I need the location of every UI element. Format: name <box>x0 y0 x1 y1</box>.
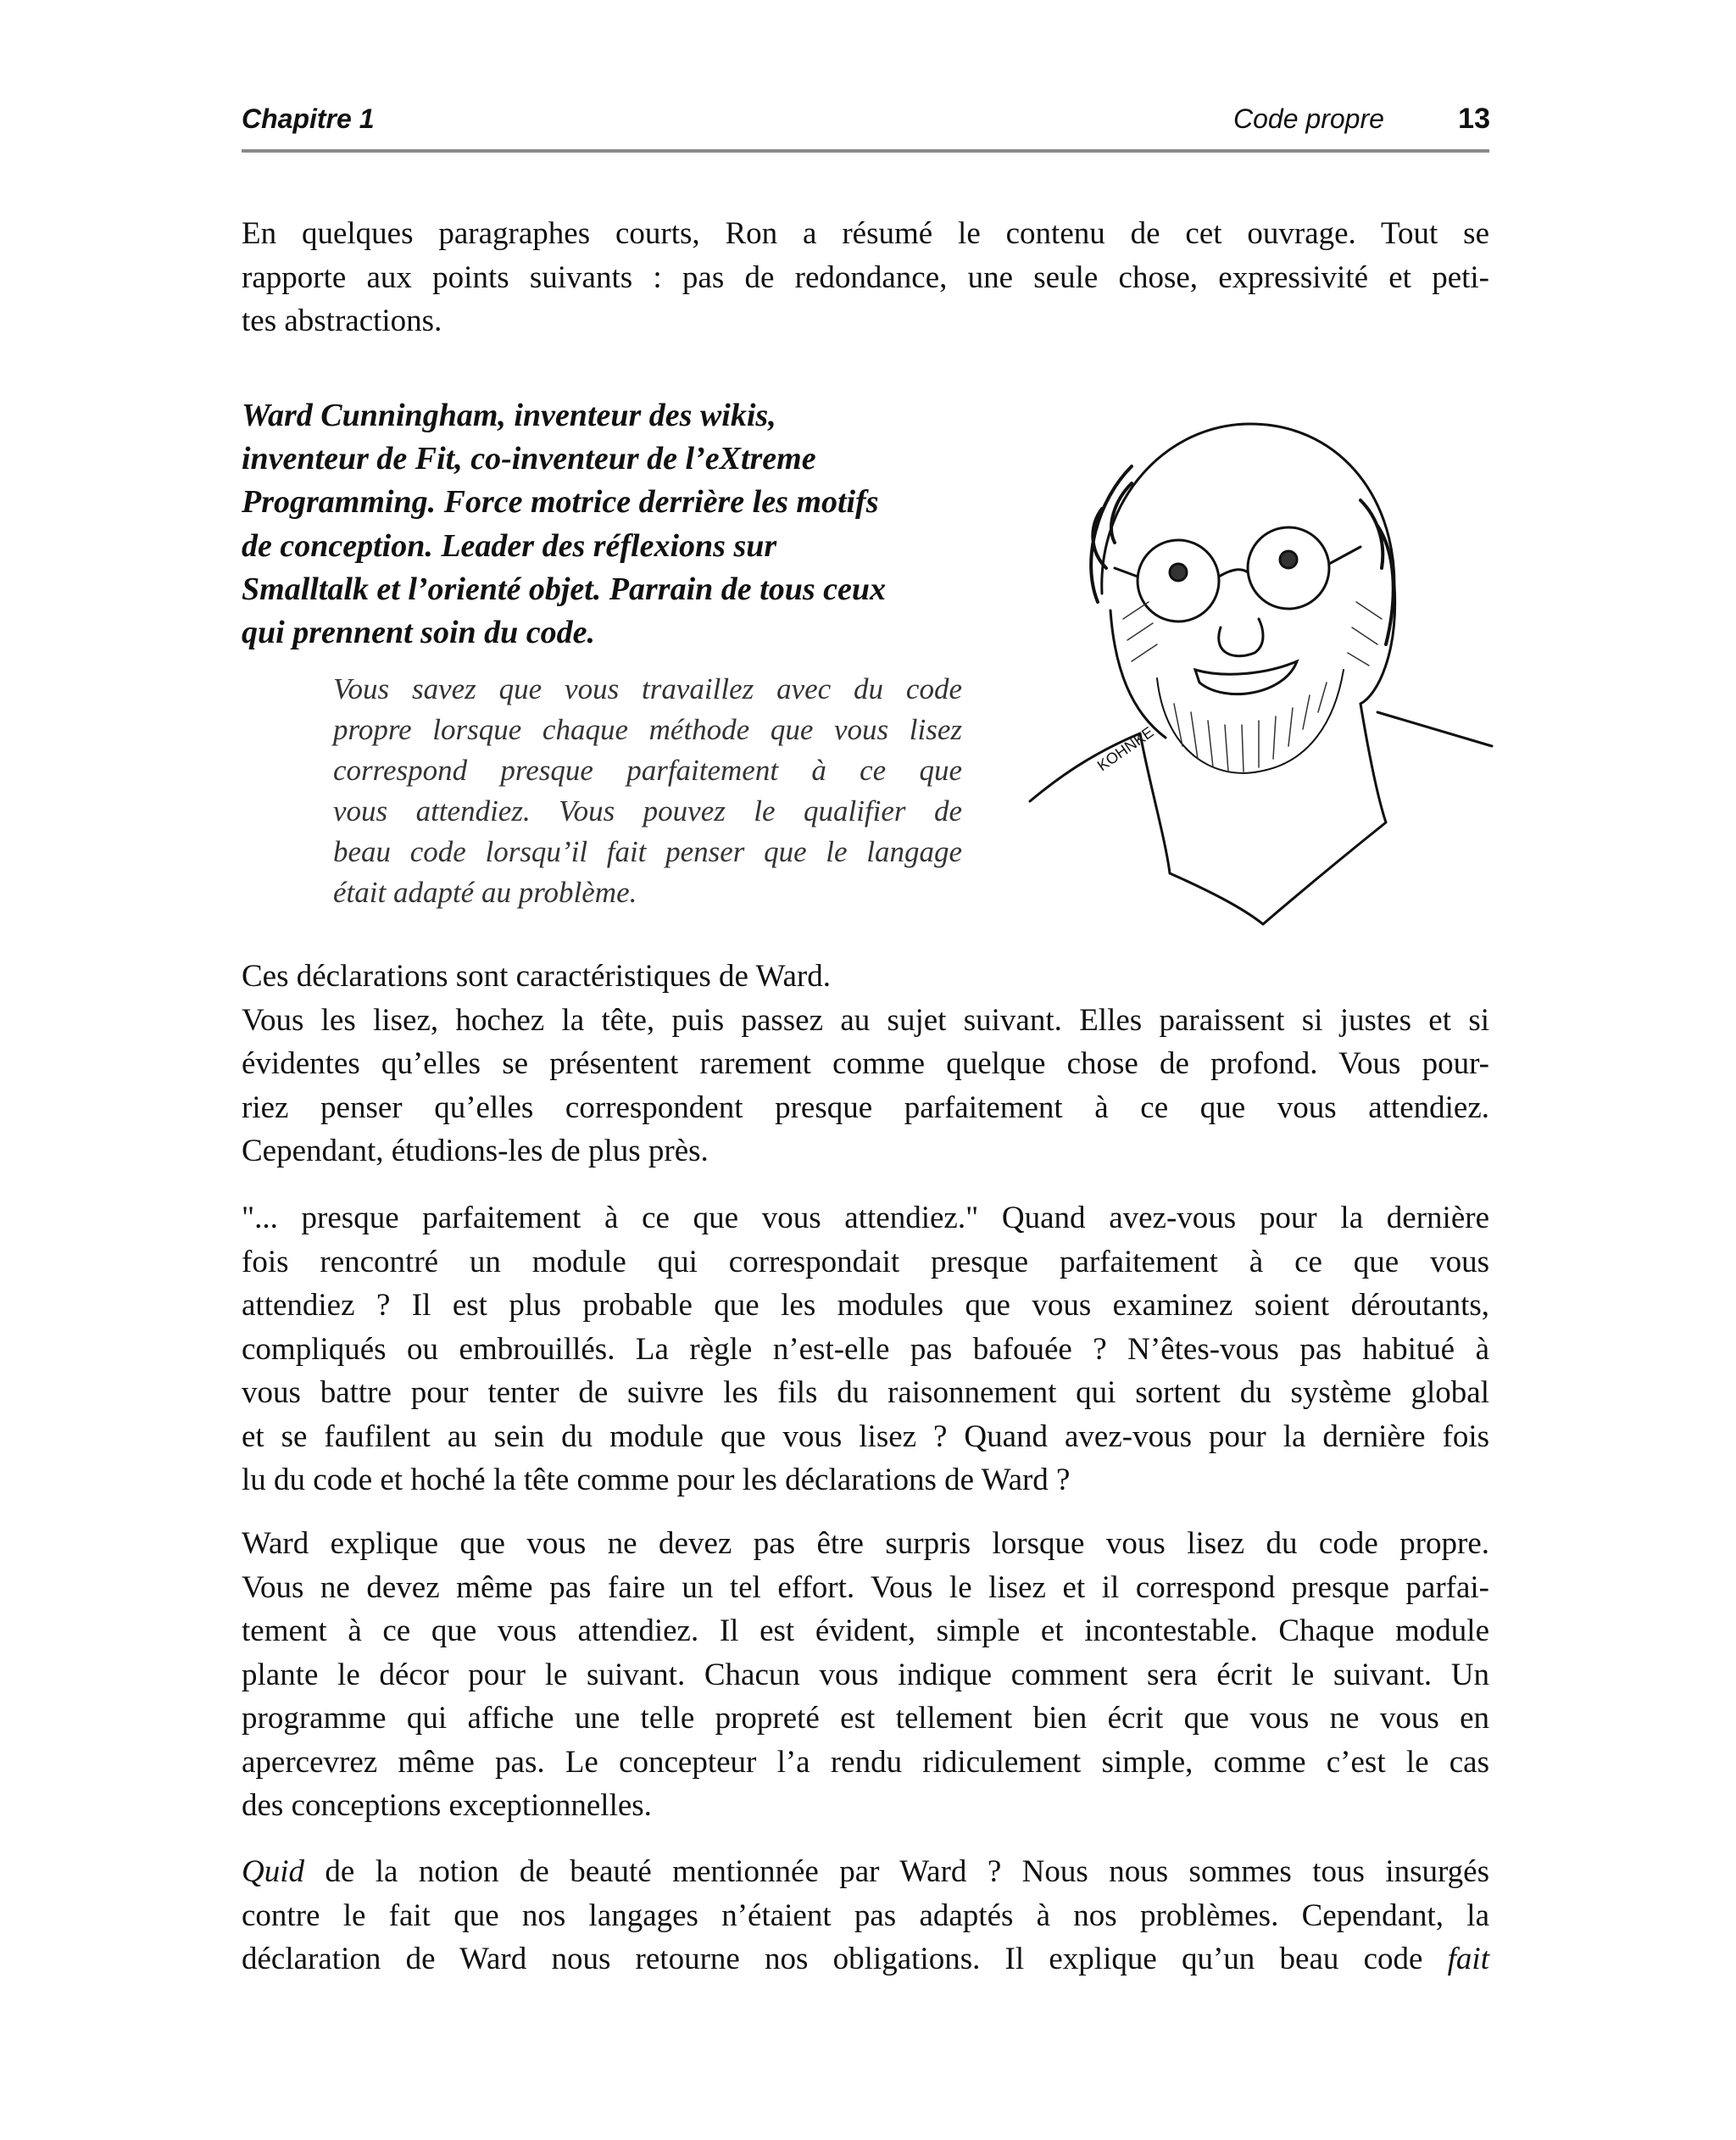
text-line: Vous les lisez, hochez la tête, puis passez au sujet suivant. Elles paraissent si justes et si <box>242 1002 1489 1038</box>
text-line: "... presque parfaitement à ce que vous attendiez." Quand avez-vous pour la dernière <box>242 1201 1489 1235</box>
text-line: Ces déclarations sont caractéristiques de Ward. <box>242 959 831 994</box>
text-line: de conception. Leader des réflexions sur <box>242 527 777 564</box>
text-line: vous battre pour tenter de suivre les fils du raisonnement qui sortent du système global <box>242 1375 1489 1410</box>
text-line: des conceptions exceptionnelles. <box>242 1788 652 1823</box>
running-header-section: Code propre <box>1233 103 1384 134</box>
illustration-signature: KOHNKE <box>1093 723 1157 775</box>
beard <box>1157 670 1344 773</box>
bio-heading <box>242 394 954 655</box>
hair-right <box>1360 500 1394 644</box>
text-line <box>242 1850 1489 1894</box>
text-line: tement à ce que vous attendiez. Il est évident, simple et incontestable. Chaque module <box>242 1613 1489 1648</box>
text-line: Vous ne devez même pas faire un tel effort. Vous le lisez et il correspond presque parfai- <box>242 1569 1489 1605</box>
text-line: fois rencontré un module qui correspondait presque parfaitement à ce que vous <box>242 1244 1489 1279</box>
hair-left <box>1091 466 1132 602</box>
emphasis: fait <box>1447 1942 1489 1976</box>
text-line: beau code lorsqu’il fait penser que le langage <box>333 835 962 868</box>
portrait-illustration <box>1021 398 1496 933</box>
text-line: correspond presque parfaitement à ce que <box>333 754 962 787</box>
text-line: lu du code et hoché la tête comme pour les déclarations de Ward ? <box>242 1463 1071 1497</box>
text-segment: déclaration de Ward nous retourne nos obligations. Il explique qu’un beau code <box>242 1942 1448 1976</box>
blockquote <box>333 669 962 913</box>
text-line: Cependant, étudions-les de plus près. <box>242 1134 709 1168</box>
text-segment: de la notion de beauté mentionnée par Ward ? Nous nous sommes tous insurgés <box>304 1854 1489 1889</box>
header-rule <box>242 149 1489 153</box>
running-header-chapter: Chapitre 1 <box>242 103 375 134</box>
text-line: évidentes qu’elles se présentent rarement comme quelque chose de profond. Vous pour- <box>242 1046 1489 1081</box>
text-line: compliqués ou embrouillés. La règle n’est-elle pas bafouée ? N’êtes-vous pas habitué à <box>242 1331 1489 1367</box>
text-line: apercevrez même pas. Le concepteur l’a rendu ridiculement simple, comme c’est le cas <box>242 1744 1489 1780</box>
text-line: et se faufilent au sein du module que vous lisez ? Quand avez-vous pour la dernière fois <box>242 1418 1489 1454</box>
text-line: tes abstractions. <box>242 304 442 338</box>
paragraph-quid <box>242 1850 1489 1981</box>
text-line: vous attendiez. Vous pouvez le qualifier de <box>333 794 962 828</box>
paragraph-declarations <box>242 955 1489 1173</box>
text-line: plante le décor pour le suivant. Chacun vous indique comment sera écrit le suivant. Un <box>242 1657 1489 1692</box>
text-line: qui prennent soin du code. <box>242 615 596 651</box>
text-line: était adapté au problème. <box>333 876 637 909</box>
text-line: En quelques paragraphes courts, Ron a résumé le contenu de cet ouvrage. Tout se <box>242 216 1489 251</box>
text-line: rapporte aux points suivants : pas de redondance, une seule chose, expressivité et peti- <box>242 259 1489 295</box>
emphasis: Quid <box>242 1854 304 1889</box>
paragraph-ward-explique <box>242 1522 1489 1828</box>
text-line: Ward Cunningham, inventeur des wikis, <box>242 398 776 433</box>
text-line: Ward explique que vous ne devez pas être surpris lorsque vous lisez du code propre. <box>242 1526 1489 1561</box>
text-line: riez penser qu’elles correspondent presque parfaitement à ce que vous attendiez. <box>242 1090 1489 1125</box>
text-line: programme qui affiche une telle propreté est tellement bien écrit que vous ne vous en <box>242 1701 1489 1736</box>
text-line <box>242 1937 1489 1981</box>
text-line: propre lorsque chaque méthode que vous lisez <box>333 713 962 746</box>
text-line: contre le fait que nos langages n’étaient pas adaptés à nos problèmes. Cependant, la <box>242 1898 1489 1933</box>
text-line: Smalltalk et l’orienté objet. Parrain de tous ceux <box>242 571 886 607</box>
paragraph-intro <box>242 212 1489 343</box>
text-line: Programming. Force motrice derrière les motifs <box>242 484 879 521</box>
beard-hatching <box>1123 602 1382 772</box>
mouth <box>1195 661 1297 694</box>
text-line: inventeur de Fit, co-inventeur de l’eXtreme <box>242 441 816 477</box>
page-number: 13 <box>1458 103 1490 135</box>
face-left <box>1110 610 1166 738</box>
text-line: Vous savez que vous travaillez avec du code <box>333 672 962 705</box>
nose <box>1219 619 1263 656</box>
text-line: attendiez ? Il est plus probable que les modules que vous examinez soient déroutants, <box>242 1288 1489 1323</box>
paragraph-quand <box>242 1196 1489 1502</box>
